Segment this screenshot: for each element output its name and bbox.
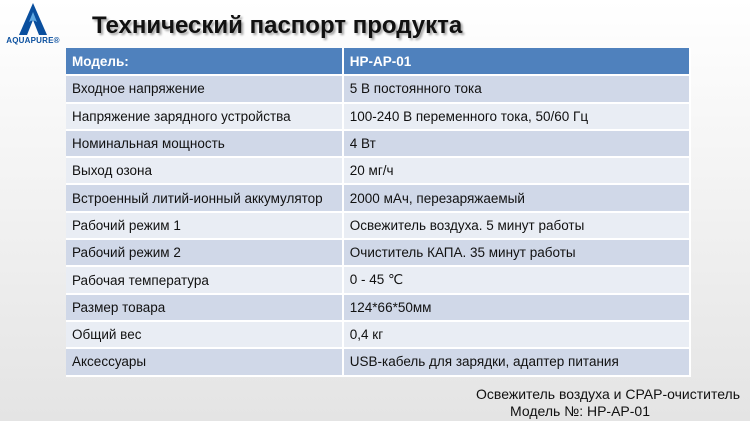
spec-value: 100-240 В переменного тока, 50/60 Гц [343,103,690,130]
brand-logo [0,0,66,46]
spec-label: Рабочий режим 1 [66,212,343,239]
spec-label: Общий вес [66,321,343,348]
spec-value: Освежитель воздуха. 5 минут работы [343,212,690,239]
spec-label: Напряжение зарядного устройства [66,103,343,130]
spec-value: 0,4 кг [343,321,690,348]
spec-label: Выход озона [66,157,343,184]
spec-value: 5 В постоянного тока [343,75,690,102]
table-row [66,130,690,157]
table-row [66,348,690,375]
table-row [66,157,690,184]
table-row [66,321,690,348]
table-row [66,239,690,266]
footer-product-name: Освежитель воздуха и CPAP-очиститель [476,386,740,402]
spec-label: Аксессуары [66,348,343,375]
spec-label: Встроенный литий-ионный аккумулятор [66,184,343,211]
header-value: HP-AP-01 [343,48,690,75]
table-row [66,212,690,239]
table-header-row [66,48,690,75]
table-row [66,266,690,293]
aquapure-logo-icon [18,2,48,36]
spec-table [66,48,691,377]
spec-value: Очиститель КАПА. 35 минут работы [343,239,690,266]
spec-value: USB-кабель для зарядки, адаптер питания [343,348,690,375]
table-row [66,103,690,130]
page-title: Технический паспорт продукта [92,12,463,39]
footer-caption [476,386,740,420]
spec-value: 4 Вт [343,130,690,157]
spec-value: 20 мг/ч [343,157,690,184]
spec-value: 0 - 45 ℃ [343,266,690,293]
spec-value: 2000 мАч, перезаряжаемый [343,184,690,211]
spec-label: Рабочая температура [66,266,343,293]
logo-text: AQUAPURE® [6,36,60,45]
table-row [66,184,690,211]
footer-model-number: Модель №: HP-AP-01 [510,403,650,419]
table-row [66,294,690,321]
header-label: Модель: [66,48,343,75]
spec-value: 124*66*50мм [343,294,690,321]
spec-label: Размер товара [66,294,343,321]
spec-label: Рабочий режим 2 [66,239,343,266]
table-row [66,75,690,102]
spec-label: Входное напряжение [66,75,343,102]
spec-label: Номинальная мощность [66,130,343,157]
